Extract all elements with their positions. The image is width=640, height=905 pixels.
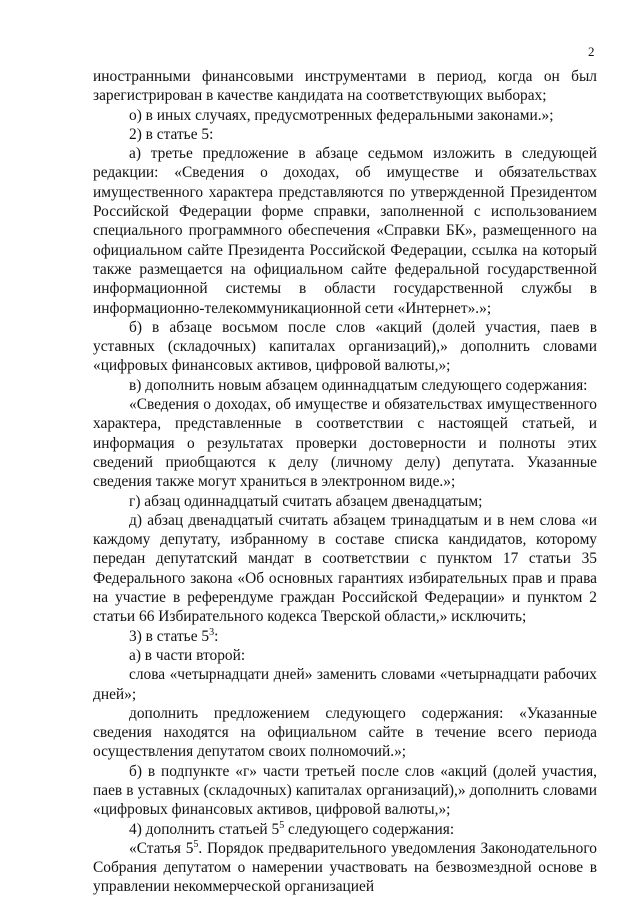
text-run: 4) дополнить статьей 5 — [129, 820, 280, 838]
paragraph: б) в абзаце восьмом после слов «акций (долей участия, паев в уставных (складочных) капиталах организаций),» дополнить словами «цифровых финансовых активов, цифровой валюты,»; — [93, 318, 597, 375]
paragraph: иностранными финансовыми инструментами в период, когда он был зарегистрирован в качестве кандидата на соответствующих выборах; — [93, 68, 597, 105]
paragraph: б) в подпункте «г» части третьей после слов «акций (долей участия, паев в уставных (складочных) капиталах организаций),» дополнить словами «цифровых финансовых активов, цифровой валюты,»; — [93, 762, 597, 819]
paragraph: «Сведения о доходах, об имуществе и обязательствах имущественного характера, представленные в соответствии с настоящей статьей, и информация о результатах проверки достоверности и полноты этих сведений приобщаются к делу (личному делу) депутата. Указанные сведения также могут храниться в электронном виде.»; — [93, 396, 597, 491]
paragraph-article-5-3 — [93, 627, 597, 646]
paragraph: в) дополнить новым абзацем одиннадцатым следующего содержания: — [129, 376, 588, 394]
text-run: «Статья 5 — [129, 839, 194, 857]
paragraph: о) в иных случаях, предусмотренных федеральными законами.»; — [129, 106, 554, 124]
page-number: 2 — [588, 44, 595, 59]
text-run: 3) в статье 5 — [129, 627, 210, 645]
paragraph: 2) в статье 5: — [129, 125, 214, 143]
superscript: 3 — [209, 626, 215, 638]
paragraph: г) абзац одиннадцатый считать абзацем двенадцатым; — [129, 492, 483, 510]
paragraph-add-article-5-5 — [93, 820, 597, 839]
paragraph-article-5-5-title — [93, 839, 597, 897]
superscript: 5 — [279, 819, 285, 831]
text-run: . Порядок предварительного уведомления Законодательного Собрания депутатом о намерении участвовать на безвозмездной основе в управлении некоммерческой организацией — [93, 839, 597, 896]
paragraph: д) абзац двенадцатый считать абзацем тринадцатым и в нем слова «и каждому депутату, избранному в составе списка кандидатов, которому передан депутатский мандат в соответствии с пунктом 17 статьи 35 Федерального закона «Об основных гарантиях избирательных прав и права на участие в референдуме граждан Российской Федерации» и пунктом 2 статьи 66 Избирательного кодекса Тверской области,» исключить; — [93, 511, 597, 626]
paragraph: а) третье предложение в абзаце седьмом изложить в следующей редакции: «Сведения о доходах, об имуществе и обязательствах имущественного характера представляются по утвержденной Президентом Российской Федерации форме справки, заполненной с использованием специального программного обеспечения «Справки БК», размещенного на официальном сайте Президента Российской Федерации, ссылка на который также размещается на официальном сайте федеральной государственной информационной системы в области государственной службы в информационно-телекоммуникационной сети «Интернет».»; — [93, 145, 597, 317]
paragraph: а) в части второй: — [129, 646, 246, 664]
paragraph: дополнить предложением следующего содержания: «Указанные сведения находятся на официальном сайте в течение всего периода осуществления депутатом своих полномочий.»; — [93, 704, 597, 761]
document-body — [93, 67, 597, 897]
text-run: : — [214, 627, 219, 645]
superscript: 5 — [193, 838, 199, 850]
paragraph: слова «четырнадцати дней» заменить словами «четырнадцати рабочих дней»; — [93, 666, 597, 703]
text-run: следующего содержания: — [284, 820, 455, 838]
